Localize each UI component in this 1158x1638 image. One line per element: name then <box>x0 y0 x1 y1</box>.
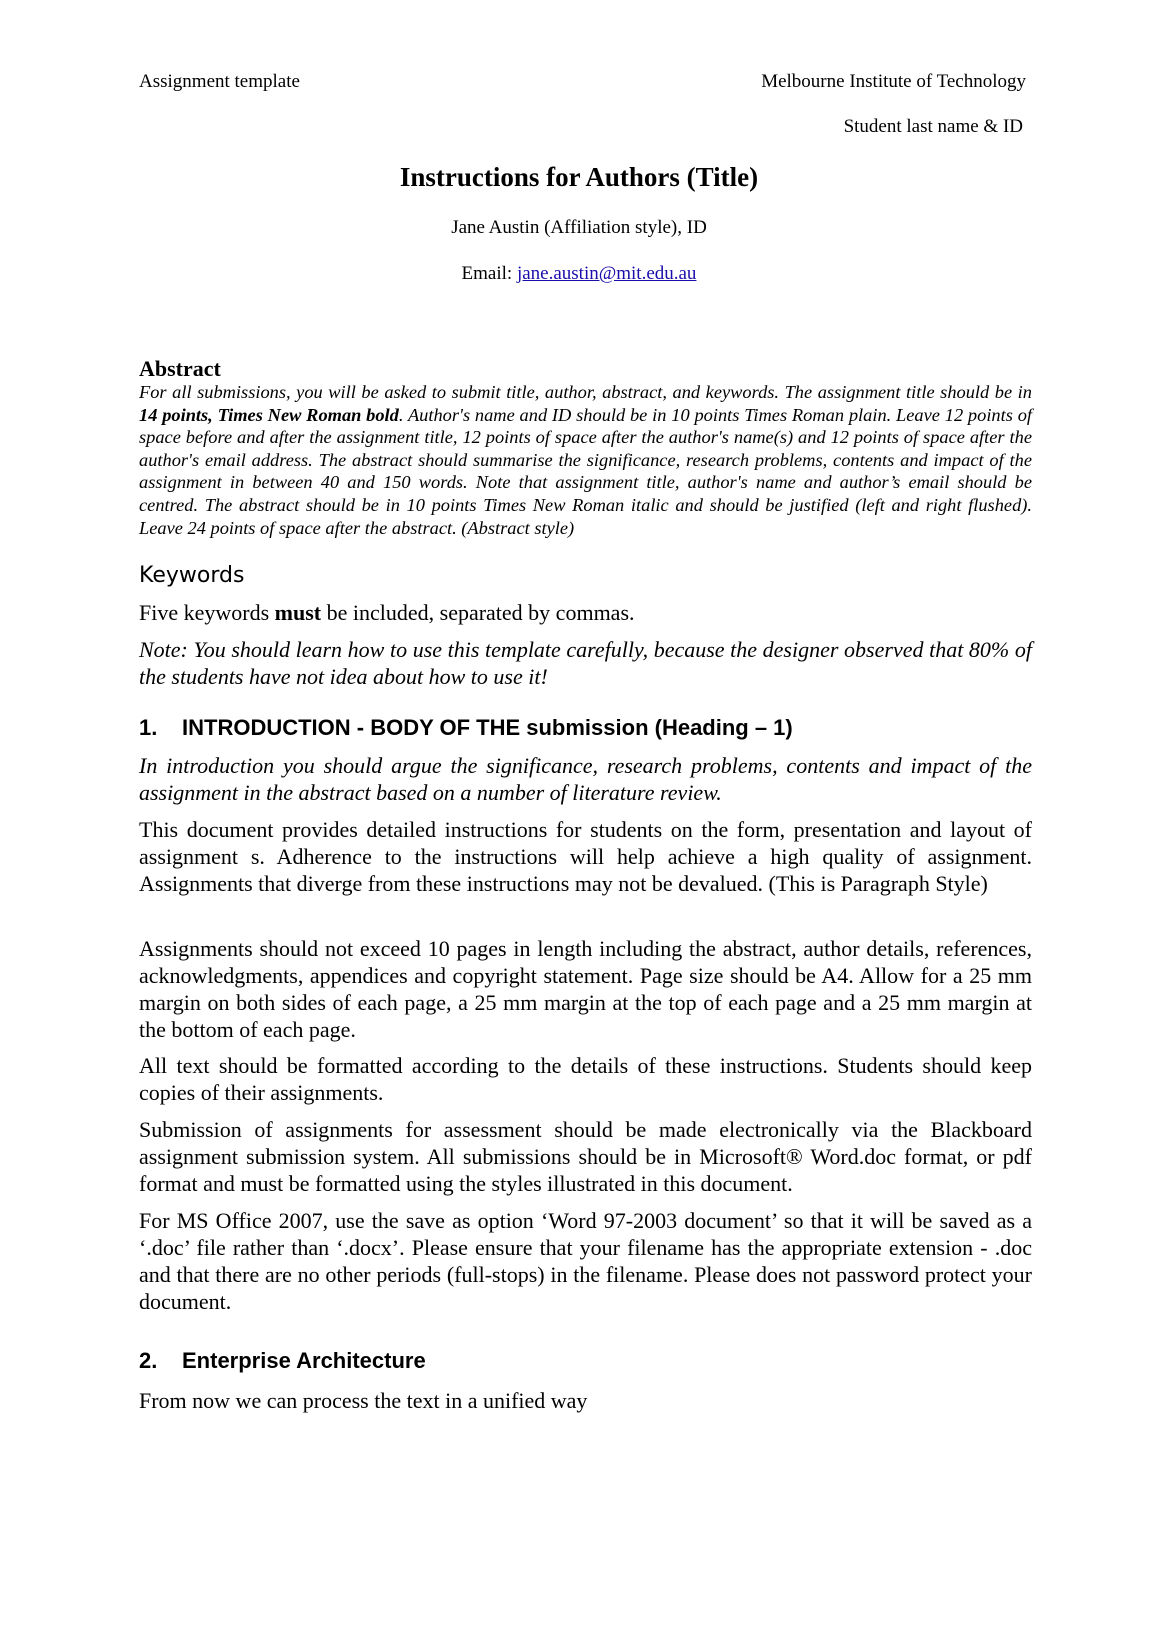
document-title: Instructions for Authors (Title) <box>399 162 759 192</box>
keywords-text: Five keywords must be included, separated by commas. <box>139 600 635 625</box>
section-1-paragraph-4: Submission of assignments for assessment should be made electronically via the Blackboard assignment submission system. All submissions should be in Microsoft® Word.doc format, or pdf format and must be formatted using the styles illustrated in this document. <box>139 1117 1032 1196</box>
section-2-number: 2. <box>139 1348 158 1373</box>
section-2-heading: 2. Enterprise Architecture <box>139 1348 426 1373</box>
section-2-paragraph: From now we can process the text in a unified way <box>139 1388 588 1413</box>
keywords-heading: Keywords <box>139 563 245 588</box>
header-student-id: Student last name & ID <box>843 116 1023 137</box>
author-line: Jane Austin (Affiliation style), ID <box>451 217 707 238</box>
email-link[interactable]: jane.austin@mit.edu.au <box>516 263 697 284</box>
section-1-heading: 1. INTRODUCTION - BODY OF THE submission (Heading – 1) <box>139 715 793 740</box>
abstract-bold-text: 14 points, Times New Roman bold <box>139 404 399 425</box>
note-paragraph: Note: You should learn how to use this template carefully, because the designer observed that 80% of the students have not idea about how to use it! <box>139 637 1032 689</box>
abstract-body: For all submissions, you will be asked to submit title, author, abstract, and keywords. The assignment title should be in 14 points, Times New Roman bold. Author's name and ID should be in 10 points Times Roman plain. Leave 12 points of space before and after the assignment title, 12 points of space after the author's name(s) and 12 points of space after the author's email address. The abstract should summarise the significance, research problems, contents and impact of the assignment in between 40 and 150 words. Note that assignment title, author's name and author’s email should be centred. The abstract should be in 10 points Times New Roman italic and should be justified (left and right flushed). Leave 24 points of space after the abstract. (Abstract style) <box>139 382 1033 538</box>
abstract-heading: Abstract <box>139 356 221 381</box>
section-1-paragraph-2: Assignments should not exceed 10 pages in length including the abstract, author details, references, acknowledgments, appendices and copyright statement. Page size should be A4. Allow for a 25 mm margin on both sides of each page, a 25 mm margin at the top of each page and a 25 mm margin at the bottom of each page. <box>139 936 1032 1042</box>
section-1-paragraph-1: This document provides detailed instructions for students on the form, presentation and layout of assignment s. Adherence to the instructions will help achieve a high quality of assignment. Assignments that diverge from these instructions may not be devalued. (This is Paragraph Style) <box>139 817 1032 896</box>
section-1-intro: In introduction you should argue the significance, research problems, contents and impact of the assignment in the abstract based on a number of literature review. <box>139 753 1032 805</box>
header-right: Melbourne Institute of Technology <box>761 71 1026 92</box>
email-line <box>0 263 1158 285</box>
section-1-paragraph-5: For MS Office 2007, use the save as option ‘Word 97-2003 document’ so that it will be saved as a ‘.doc’ file rather than ‘.docx’. Please ensure that your filename has the appropriate extension - .doc and that there are no other periods (full-stops) in the filename. Please does not password protect your document. <box>139 1208 1032 1314</box>
header-left: Assignment template <box>139 71 300 92</box>
section-1-paragraph-3: All text should be formatted according to the details of these instructions. Students should keep copies of their assignments. <box>139 1053 1032 1105</box>
section-1-number: 1. <box>139 715 158 740</box>
email-label: Email: <box>461 263 517 284</box>
